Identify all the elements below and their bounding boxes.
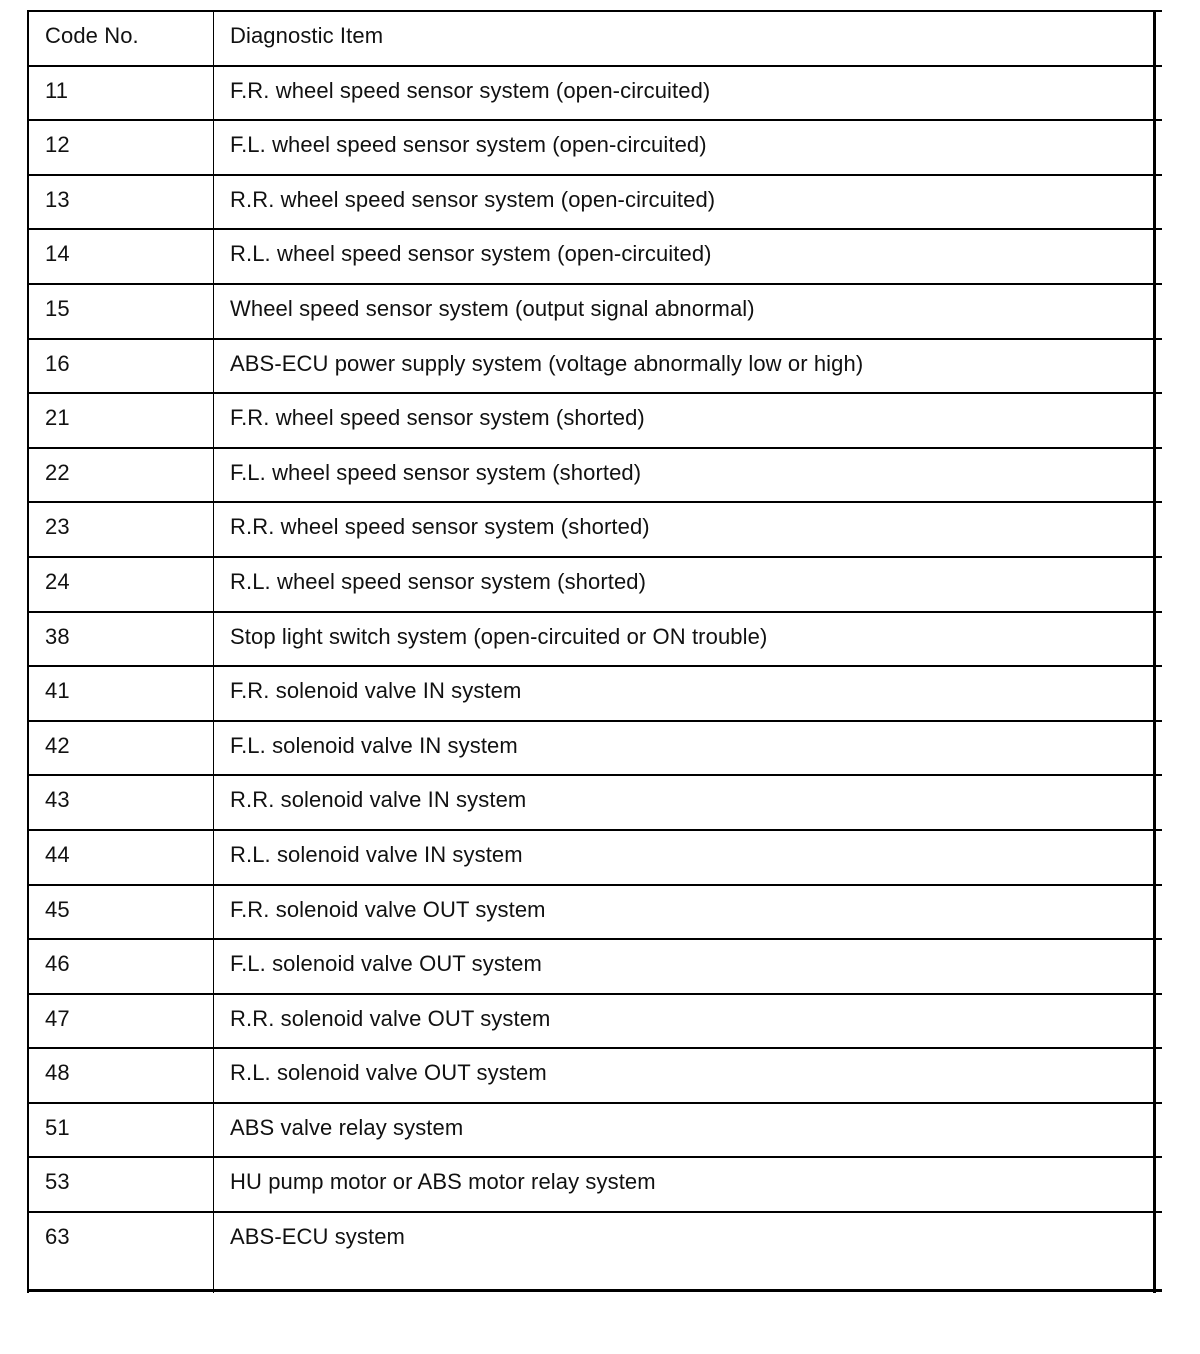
diagnostic-item-cell: R.L. wheel speed sensor system (shorted)	[230, 568, 647, 594]
table-row	[27, 65, 1162, 120]
code-cell: 63	[45, 1224, 70, 1250]
code-cell: 48	[45, 1060, 70, 1086]
diagnostic-item-cell: R.L. solenoid valve OUT system	[230, 1060, 547, 1086]
header-diagnostic-item: Diagnostic Item	[230, 23, 384, 48]
column-divider	[213, 10, 214, 1293]
table-row	[27, 119, 1162, 174]
diagnostic-item-cell: Stop light switch system (open-circuited or ON trouble)	[230, 623, 768, 649]
table-row	[27, 556, 1162, 611]
code-cell: 41	[45, 678, 70, 704]
code-cell: 47	[45, 1005, 70, 1031]
table-row	[27, 501, 1162, 556]
code-cell: 16	[45, 350, 70, 376]
code-cell: 21	[45, 405, 70, 431]
code-cell: 14	[45, 241, 70, 267]
code-cell: 42	[45, 732, 70, 758]
code-cell: 12	[45, 132, 70, 158]
code-cell: 11	[45, 77, 69, 103]
table-row	[27, 884, 1162, 939]
code-cell: 53	[45, 1169, 70, 1195]
table-row	[27, 993, 1162, 1048]
table-row	[27, 228, 1162, 283]
diagnostic-item-cell: F.L. solenoid valve IN system	[230, 732, 518, 758]
diagnostic-item-cell: HU pump motor or ABS motor relay system	[230, 1169, 656, 1195]
diagnostic-item-cell: R.R. wheel speed sensor system (shorted)	[230, 514, 650, 540]
code-cell: 46	[45, 951, 70, 977]
diagnostic-item-cell: R.R. solenoid valve IN system	[230, 787, 527, 813]
diagnostic-item-cell: F.L. wheel speed sensor system (shorted)	[230, 459, 642, 485]
diagnostic-item-cell: ABS valve relay system	[230, 1114, 464, 1140]
table-row	[27, 938, 1162, 993]
table-row	[27, 665, 1162, 720]
table-row	[27, 447, 1162, 502]
code-cell: 23	[45, 514, 70, 540]
table-right-border	[1153, 10, 1156, 1293]
table-left-border	[27, 10, 29, 1293]
code-cell: 43	[45, 787, 70, 813]
diagnostic-item-cell: R.L. solenoid valve IN system	[230, 841, 523, 867]
header-code-no: Code No.	[45, 23, 139, 48]
table-row	[27, 174, 1162, 229]
code-cell: 13	[45, 186, 70, 212]
table-row	[27, 1047, 1162, 1102]
diagnostic-item-cell: F.R. solenoid valve IN system	[230, 678, 522, 704]
table-row	[27, 829, 1162, 884]
diagnostic-item-cell: ABS-ECU system	[230, 1224, 405, 1250]
code-cell: 22	[45, 459, 70, 485]
table-row	[27, 720, 1162, 775]
code-cell: 38	[45, 623, 70, 649]
diagnostic-item-cell: R.L. wheel speed sensor system (open-circuited)	[230, 241, 712, 267]
code-cell: 45	[45, 896, 70, 922]
diagnostic-item-cell: F.L. wheel speed sensor system (open-circuited)	[230, 132, 707, 158]
diagnostic-item-cell: F.R. solenoid valve OUT system	[230, 896, 546, 922]
table-row	[27, 283, 1162, 338]
diagnostic-code-table	[27, 10, 1162, 1292]
diagnostic-item-cell: F.L. solenoid valve OUT system	[230, 951, 542, 977]
diagnostic-item-cell: R.R. wheel speed sensor system (open-circuited)	[230, 186, 716, 212]
table-row	[27, 611, 1162, 666]
table-header-row	[27, 10, 1162, 65]
table-row	[27, 1156, 1162, 1211]
code-cell: 24	[45, 568, 70, 594]
diagnostic-item-cell: F.R. wheel speed sensor system (open-circuited)	[230, 77, 711, 103]
table-row	[27, 338, 1162, 393]
table-row	[27, 774, 1162, 829]
diagnostic-item-cell: F.R. wheel speed sensor system (shorted)	[230, 405, 645, 431]
table-row	[27, 392, 1162, 447]
table-row	[27, 1102, 1162, 1157]
code-cell: 15	[45, 295, 70, 321]
code-cell: 51	[45, 1114, 70, 1140]
diagnostic-item-cell: ABS-ECU power supply system (voltage abnormally low or high)	[230, 350, 864, 376]
code-cell: 44	[45, 841, 70, 867]
table-row	[27, 1211, 1162, 1292]
diagnostic-item-cell: Wheel speed sensor system (output signal abnormal)	[230, 295, 755, 321]
diagnostic-item-cell: R.R. solenoid valve OUT system	[230, 1005, 551, 1031]
